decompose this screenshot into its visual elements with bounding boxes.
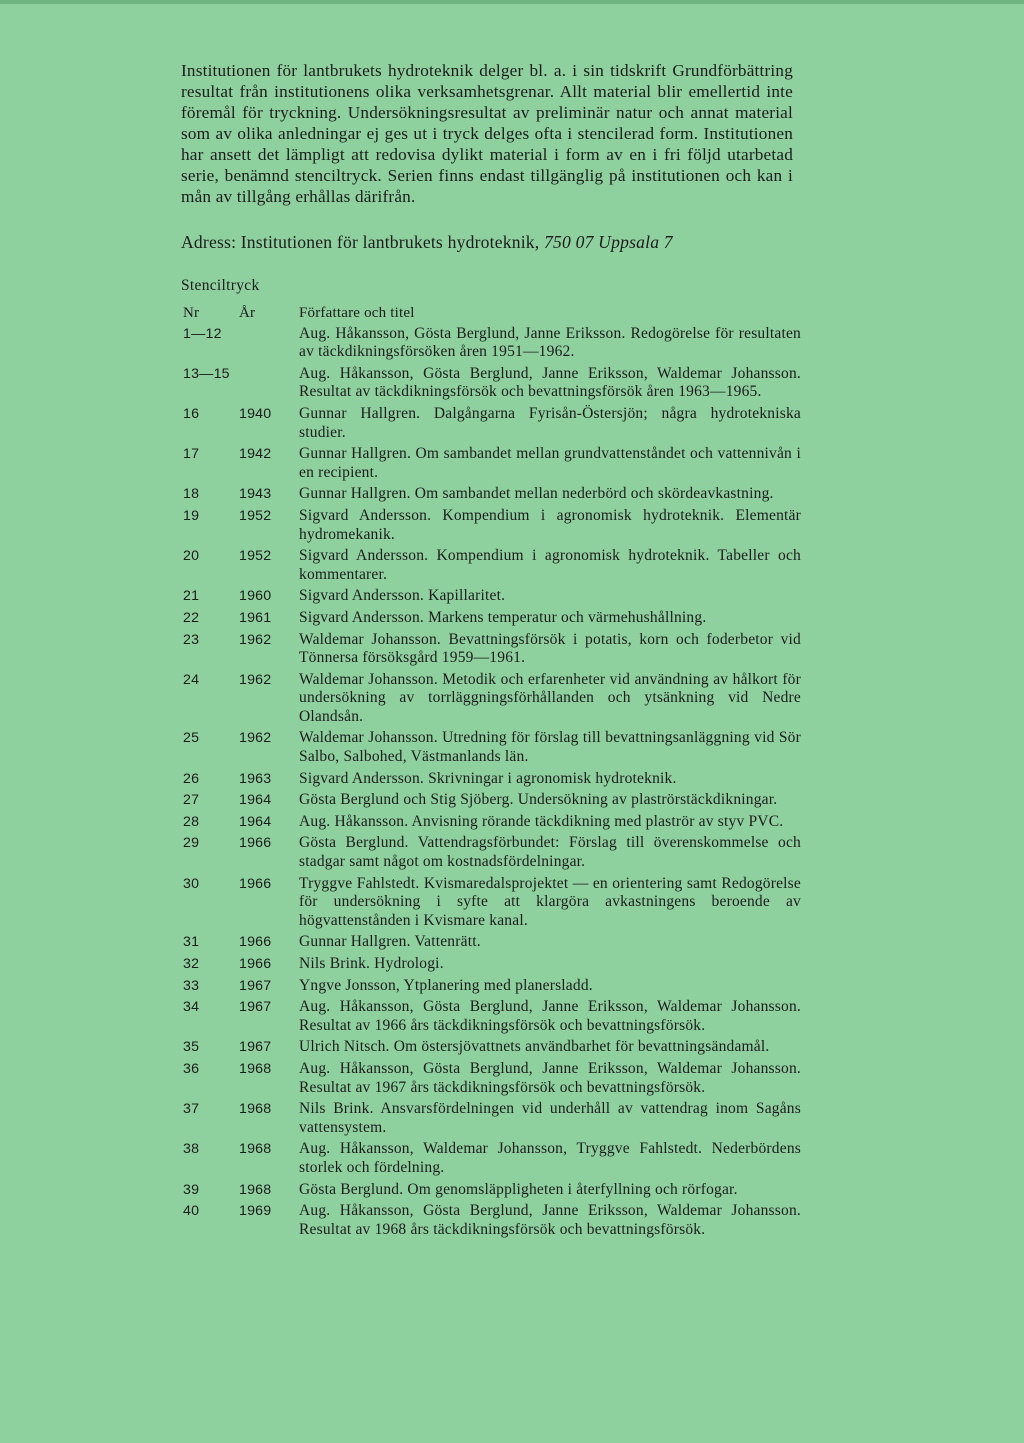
item-author-title: Gunnar Hallgren. Dalgångarna Fyrisån-Östersjön; några hydrotekniska studier. bbox=[299, 404, 801, 441]
item-number: 30 bbox=[183, 875, 200, 892]
item-year: 1943 bbox=[239, 486, 272, 503]
item-year: 1942 bbox=[239, 446, 272, 463]
list-item bbox=[181, 729, 801, 766]
item-number: 27 bbox=[183, 792, 200, 809]
item-author-title: Ulrich Nitsch. Om östersjövattnets användbarhet för bevattningsändamål. bbox=[299, 1038, 770, 1056]
item-year: 1968 bbox=[239, 1141, 272, 1158]
item-author-title: Waldemar Johansson. Utredning för förslag till bevattningsanläggning vid Sör Salbo, Salbohed, Västmanlands län. bbox=[299, 729, 801, 766]
list-item bbox=[181, 609, 801, 628]
item-author-title: Aug. Håkansson, Gösta Berglund, Janne Eriksson, Waldemar Johansson. Resultat av täckdikningsförsök och bevattningsförsök åren 1963—1965. bbox=[299, 364, 801, 401]
list-item bbox=[181, 977, 801, 996]
item-year: 1964 bbox=[239, 792, 272, 809]
item-author-title: Gunnar Hallgren. Om sambandet mellan grundvattenståndet och vattennivån i en recipient. bbox=[299, 445, 801, 481]
item-author-title: Gösta Berglund och Stig Sjöberg. Undersökning av plaströrstäckdikningar. bbox=[299, 791, 778, 809]
item-number: 24 bbox=[183, 671, 200, 688]
item-number: 32 bbox=[183, 956, 200, 972]
item-year: 1966 bbox=[239, 956, 272, 972]
list-item bbox=[181, 1181, 801, 1200]
item-year: 1962 bbox=[239, 671, 272, 688]
list-item bbox=[181, 933, 801, 952]
list-item bbox=[181, 507, 801, 544]
item-number: 29 bbox=[183, 835, 200, 852]
address-city: 750 07 Uppsala 7 bbox=[544, 232, 673, 252]
item-year: 1962 bbox=[239, 730, 272, 747]
item-year: 1952 bbox=[239, 548, 272, 565]
item-number: 19 bbox=[183, 507, 200, 524]
list-item bbox=[181, 1140, 801, 1177]
item-number: 34 bbox=[183, 999, 200, 1016]
item-year: 1964 bbox=[239, 813, 272, 830]
list-item bbox=[181, 791, 801, 810]
item-number: 37 bbox=[183, 1101, 200, 1118]
item-author-title: Nils Brink. Hydrologi. bbox=[299, 955, 444, 972]
item-author-title: Sigvard Andersson. Kompendium i agronomisk hydroteknik. Tabeller och kommentarer. bbox=[299, 547, 801, 583]
list-item bbox=[181, 405, 801, 442]
item-author-title: Gösta Berglund. Vattendragsförbundet: Förslag till överenskommelse och stadgar samt något om kostnadsfördelningar. bbox=[299, 834, 801, 871]
list-item bbox=[181, 955, 801, 974]
item-year: 1967 bbox=[239, 999, 272, 1016]
item-number: 18 bbox=[183, 486, 200, 503]
item-author-title: Yngve Jonsson, Ytplanering med planersladd. bbox=[299, 976, 593, 994]
list-item bbox=[181, 1038, 801, 1057]
item-author-title: Aug. Håkansson, Gösta Berglund, Janne Eriksson, Waldemar Johansson. Resultat av 1968 års täckdikningsförsök och bevattningsförsök. bbox=[299, 1202, 801, 1238]
item-year: 1967 bbox=[239, 1039, 272, 1056]
item-author-title: Waldemar Johansson. Metodik och erfarenheter vid användning av hålkort för undersökning av torrläggningsförhållanden och ytsänkning vid Nedre Olandsån. bbox=[299, 670, 801, 725]
item-author-title: Waldemar Johansson. Bevattningsförsök i potatis, korn och foderbetor vid Tönnersa försöksgård 1959—1961. bbox=[299, 630, 801, 667]
item-number: 33 bbox=[183, 977, 200, 994]
item-number: 28 bbox=[183, 813, 200, 830]
item-author-title: Sigvard Andersson. Markens temperatur och värmehushållning. bbox=[299, 608, 707, 626]
item-number: 39 bbox=[183, 1181, 200, 1198]
list-item bbox=[181, 547, 801, 584]
list-item bbox=[181, 998, 801, 1035]
item-author-title: Sigvard Andersson. Skrivningar i agronomisk hydroteknik. bbox=[299, 769, 677, 787]
list-item bbox=[181, 1202, 801, 1239]
item-number: 1—12 bbox=[183, 325, 222, 342]
item-number: 25 bbox=[183, 730, 200, 747]
address-text: Adress: Institutionen för lantbrukets hydroteknik, bbox=[181, 232, 544, 252]
item-number: 35 bbox=[183, 1039, 200, 1056]
list-item bbox=[181, 587, 801, 606]
list-item bbox=[181, 813, 801, 832]
item-number: 26 bbox=[183, 770, 200, 787]
series-title: Stenciltryck bbox=[181, 277, 260, 294]
item-number: 17 bbox=[183, 446, 200, 463]
item-author-title: Gösta Berglund. Om genomsläppligheten i återfyllning och rörfogar. bbox=[299, 1180, 738, 1198]
item-number: 31 bbox=[183, 934, 200, 951]
list-item bbox=[181, 875, 801, 931]
item-year: 1961 bbox=[239, 609, 272, 626]
item-author-title: Sigvard Andersson. Kapillaritet. bbox=[299, 587, 506, 605]
list-header bbox=[181, 304, 801, 323]
list-item bbox=[181, 1100, 801, 1137]
item-number: 16 bbox=[183, 405, 200, 422]
item-author-title: Gunnar Hallgren. Vattenrätt. bbox=[299, 933, 481, 951]
list-item bbox=[181, 671, 801, 727]
item-author-title: Nils Brink. Ansvarsfördelningen vid underhåll av vattendrag inom Sagåns vattensystem. bbox=[299, 1100, 801, 1136]
item-year: 1963 bbox=[239, 770, 272, 787]
address-line bbox=[181, 232, 801, 253]
item-year: 1962 bbox=[239, 631, 272, 648]
list-item bbox=[181, 325, 801, 362]
item-year: 1968 bbox=[239, 1060, 272, 1077]
item-author-title: Aug. Håkansson. Anvisning rörande täckdikning med plaströr av styv PVC. bbox=[299, 812, 784, 830]
header-ar: År bbox=[239, 305, 256, 321]
page-top-edge bbox=[0, 0, 1024, 4]
header-nr: Nr bbox=[183, 305, 200, 321]
list-item bbox=[181, 485, 801, 504]
item-year: 1960 bbox=[239, 588, 272, 605]
item-year: 1968 bbox=[239, 1101, 272, 1118]
item-year: 1967 bbox=[239, 977, 272, 994]
item-author-title: Tryggve Fahlstedt. Kvismaredalsprojektet — en orientering samt Redogörelse för undersökning i syfte att klargöra avkastningens beroende av högvattenstånden i Kvismare kanal. bbox=[299, 874, 801, 929]
item-number: 23 bbox=[183, 631, 200, 648]
item-author-title: Aug. Håkansson, Gösta Berglund, Janne Eriksson. Redogörelse för resultaten av täckdikningsförsöken åren 1951—1962. bbox=[299, 324, 801, 361]
item-year: 1966 bbox=[239, 875, 272, 892]
item-year: 1940 bbox=[239, 405, 272, 422]
item-number: 22 bbox=[183, 609, 200, 626]
publication-list bbox=[181, 304, 801, 1239]
list-item bbox=[181, 365, 801, 402]
item-author-title: Aug. Håkansson, Gösta Berglund, Janne Eriksson, Waldemar Johansson. Resultat av 1967 års täckdikningsförsök och bevattningsförsök. bbox=[299, 1059, 801, 1096]
header-title: Författare och titel bbox=[299, 305, 415, 321]
item-year: 1969 bbox=[239, 1203, 272, 1220]
item-number: 36 bbox=[183, 1060, 200, 1077]
list-item bbox=[181, 834, 801, 871]
list-item bbox=[181, 1060, 801, 1097]
list-item bbox=[181, 770, 801, 789]
item-number: 21 bbox=[183, 588, 200, 605]
list-item bbox=[181, 631, 801, 668]
intro-paragraph: Institutionen för lantbrukets hydroteknik delger bl. a. i sin tidskrift Grundförbättring resultat från institutionens olika verksamhetsgrenar. Allt material blir emellertid inte föremål för tryckning. Undersökningsresultat av preliminär natur och annat material som av olika anledningar ej ges ut i tryck delges ofta i stencilerad form. Institutionen har ansett det lämpligt att redovisa dylikt material i form av en i fri följd utarbetad serie, benämnd stenciltryck. Serien finns endast tillgänglig på institutionen och kan i mån av tillgång erhållas därifrån. bbox=[181, 61, 793, 206]
item-number: 20 bbox=[183, 548, 200, 565]
item-number: 13—15 bbox=[183, 365, 230, 382]
item-year: 1966 bbox=[239, 835, 272, 852]
item-number: 38 bbox=[183, 1141, 200, 1158]
item-author-title: Gunnar Hallgren. Om sambandet mellan nederbörd och skördeavkastning. bbox=[299, 485, 774, 503]
item-author-title: Aug. Håkansson, Gösta Berglund, Janne Eriksson, Waldemar Johansson. Resultat av 1966 års täckdikningsförsök och bevattningsförsök. bbox=[299, 998, 801, 1034]
item-author-title: Aug. Håkansson, Waldemar Johansson, Tryggve Fahlstedt. Nederbördens storlek och fördelning. bbox=[299, 1140, 801, 1176]
list-item bbox=[181, 445, 801, 482]
item-author-title: Sigvard Andersson. Kompendium i agronomisk hydroteknik. Elementär hydromekanik. bbox=[299, 506, 801, 543]
item-year: 1952 bbox=[239, 507, 272, 524]
item-year: 1968 bbox=[239, 1181, 272, 1198]
item-year: 1966 bbox=[239, 934, 272, 951]
item-number: 40 bbox=[183, 1203, 200, 1220]
